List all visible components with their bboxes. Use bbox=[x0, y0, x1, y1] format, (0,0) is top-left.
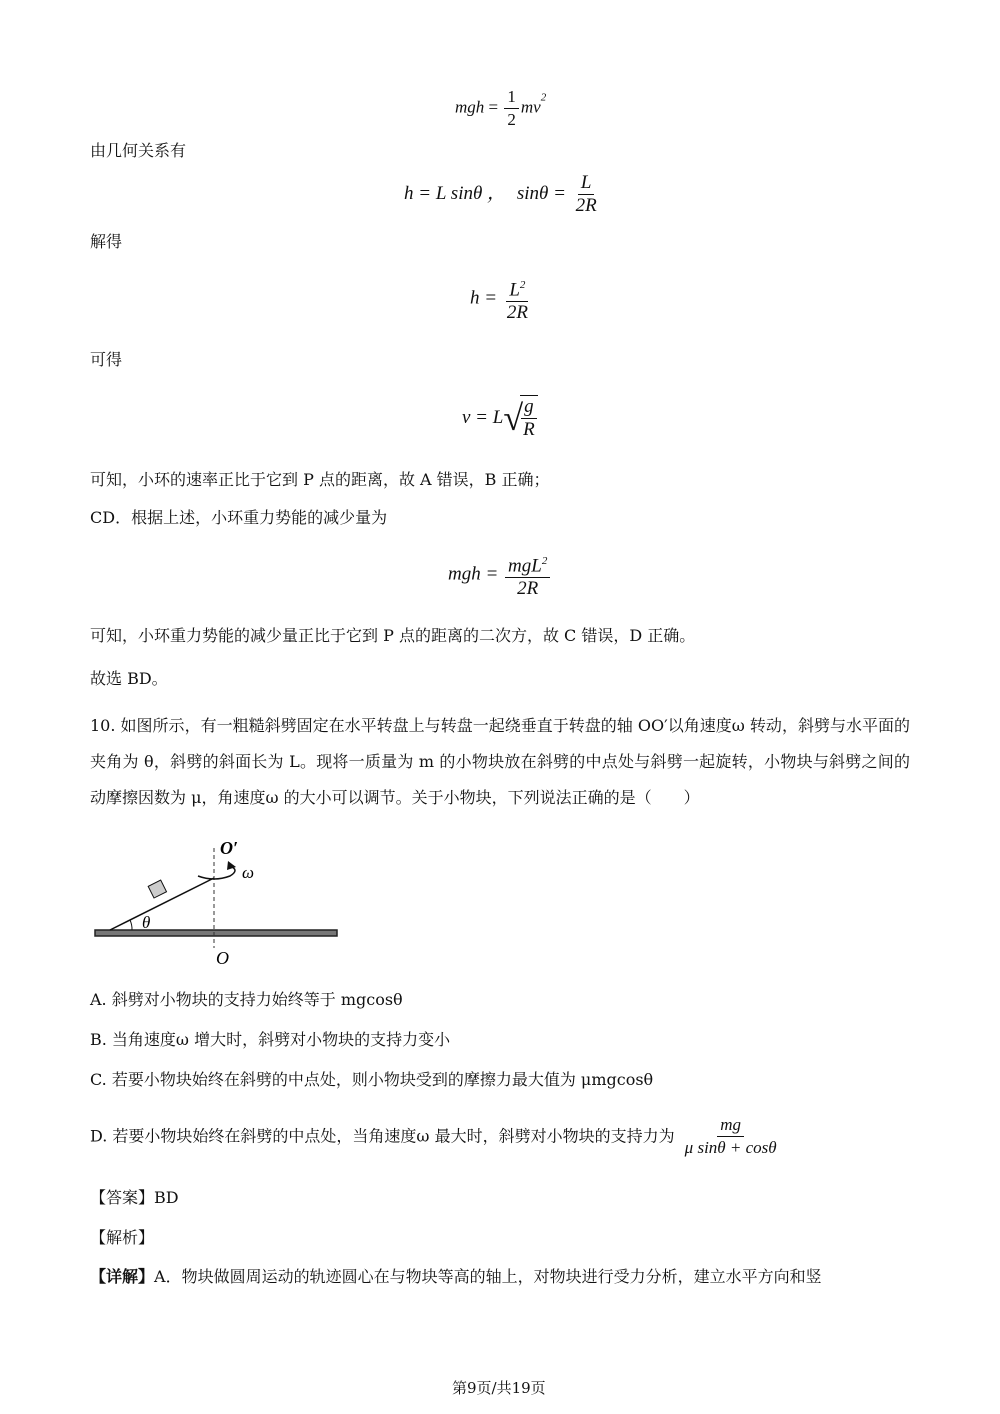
f2-num: L bbox=[578, 172, 595, 195]
f3-fraction bbox=[504, 274, 531, 324]
f4-den: R bbox=[523, 419, 535, 440]
f3-num-wrap bbox=[506, 274, 528, 302]
page-number: 第9页/共19页 bbox=[452, 1379, 546, 1397]
fd-num: mg bbox=[717, 1114, 744, 1137]
label-theta: θ bbox=[142, 913, 151, 932]
formula-potential bbox=[448, 550, 552, 600]
label-o: O bbox=[216, 948, 229, 968]
f4-num: g bbox=[521, 396, 537, 419]
f2-fraction bbox=[573, 172, 600, 217]
f1-exp: 2 bbox=[540, 91, 547, 104]
option-b: B. 当角速度ω 增大时，斜劈对小物块的支持力变小 bbox=[90, 1030, 451, 1049]
analysis-label: 【解析】 bbox=[90, 1228, 155, 1247]
f5-exp: 2 bbox=[541, 555, 548, 567]
option-d-text: D. 若要小物块始终在斜劈的中点处，当角速度ω 最大时，斜劈对小物块的支持力为 bbox=[90, 1126, 675, 1146]
option-a: A. 斜劈对小物块的支持力始终等于 mgcosθ bbox=[90, 990, 403, 1009]
text-line-6: 可知，小环重力势能的减少量正比于它到 P 点的距离的二次方，故 C 错误，D 正确。 bbox=[90, 626, 696, 645]
text-line-3: 可得 bbox=[90, 350, 123, 369]
f4-fraction bbox=[520, 395, 538, 441]
block-icon bbox=[148, 880, 166, 898]
f3-den: 2R bbox=[506, 302, 528, 324]
fd-den: μ sinθ + cosθ bbox=[684, 1138, 777, 1157]
label-omega: ω bbox=[242, 863, 255, 882]
formula-energy: mgh = $\frac{1}{2}$ $mv^2$ bbox=[455, 87, 547, 129]
answer-label: 【答案】BD bbox=[90, 1188, 179, 1207]
detail-text: A．物块做圆周运动的轨迹圆心在与物块等高的轴上，对物块进行受力分析，建立水平方向和竖 bbox=[154, 1267, 822, 1286]
f5-num: mgL bbox=[508, 555, 542, 577]
f5-fraction bbox=[505, 550, 550, 600]
theta-arc-icon bbox=[130, 920, 132, 930]
label-o-top: O′ bbox=[220, 838, 239, 858]
text-line-5: CD．根据上述，小环重力势能的减少量为 bbox=[90, 508, 388, 527]
turntable-base bbox=[95, 930, 337, 936]
f5-num-wrap bbox=[505, 550, 550, 578]
text-line-7: 故选 BD。 bbox=[90, 669, 168, 688]
option-d-fraction bbox=[682, 1114, 780, 1159]
formula-v bbox=[462, 395, 540, 441]
f1-rhs: mv bbox=[520, 97, 541, 117]
f2-a: h = L sinθ ， bbox=[404, 182, 507, 204]
f1-num: 1 bbox=[504, 86, 519, 109]
question-10-text: 10. 如图所示，有一粗糙斜劈固定在水平转盘上与转盘一起绕垂直于转盘的轴 OO′以角速度ω 转动，斜劈与水平面的夹角为 θ，斜劈的斜面长为 L。现将一质量为 m 的小物块放在斜劈的中点处与斜劈一起旋转，小物块与斜劈之间的动摩擦因数为 μ，角速度ω 的大小可以调节。关于小物块，下列说法正确的是（ ） bbox=[90, 716, 910, 807]
text-line-4: 可知，小环的速率正比于它到 P 点的距离，故 A 错误，B 正确； bbox=[90, 470, 550, 489]
text-line-2: 解得 bbox=[90, 232, 123, 251]
f1-fraction bbox=[504, 86, 519, 131]
detail-line bbox=[90, 1267, 822, 1287]
incline-figure bbox=[90, 830, 350, 970]
f3-num: L bbox=[509, 279, 520, 301]
f3-exp: 2 bbox=[519, 279, 526, 291]
f1-lhs: mgh bbox=[455, 97, 485, 117]
formula-h bbox=[470, 274, 533, 324]
option-c: C. 若要小物块始终在斜劈的中点处，则小物块受到的摩擦力最大值为 μmgcosθ bbox=[90, 1070, 654, 1089]
f4-lhs: v = L bbox=[462, 407, 504, 428]
formula-geometry bbox=[404, 172, 602, 217]
f1-den: 2 bbox=[507, 110, 516, 129]
f2-b: sinθ = bbox=[516, 182, 566, 204]
f5-lhs: mgh = bbox=[448, 563, 499, 585]
sqrt-icon: √ bbox=[503, 398, 524, 438]
option-d bbox=[90, 1114, 782, 1159]
f3-lhs: h = bbox=[470, 287, 498, 309]
text-line-1: 由几何关系有 bbox=[90, 141, 187, 160]
f2-den: 2R bbox=[575, 195, 597, 216]
detail-tag: 【详解】 bbox=[90, 1267, 155, 1286]
f5-den: 2R bbox=[517, 578, 539, 600]
